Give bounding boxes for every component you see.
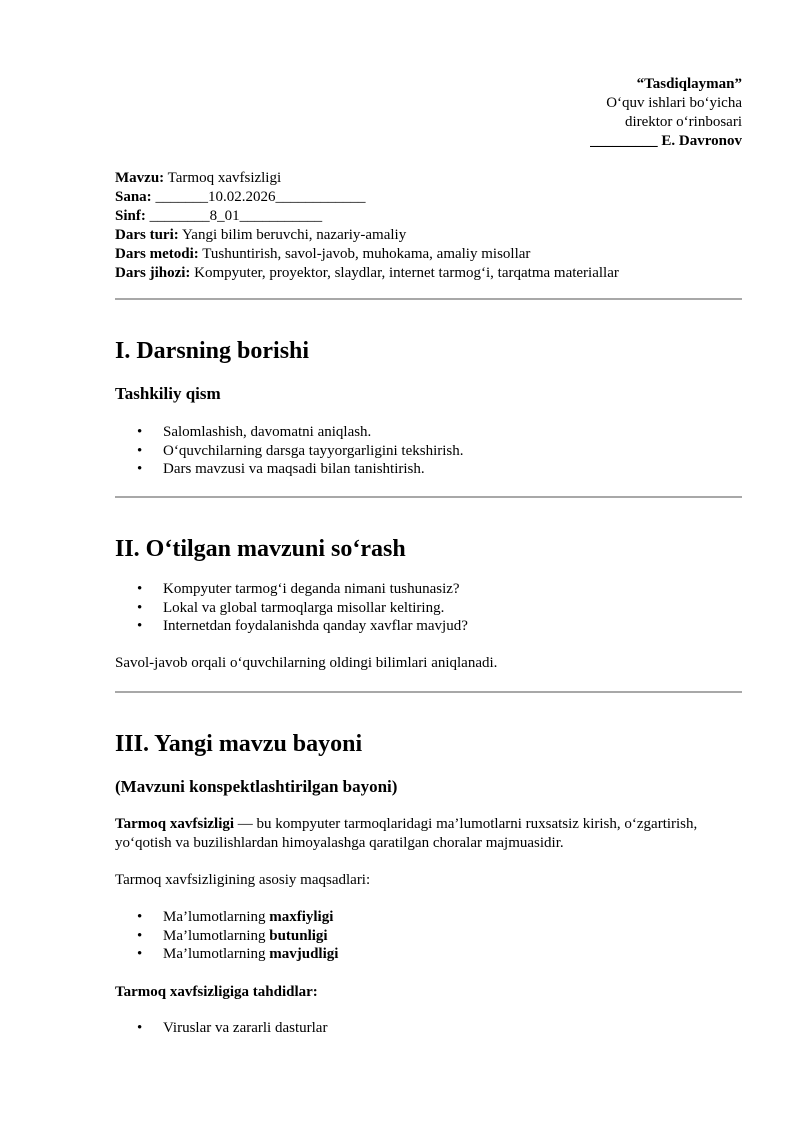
meta-class: [115, 207, 742, 226]
meta-type-value: Yangi bilim beruvchi, nazariy-amaliy: [181, 227, 407, 243]
approval-line-2: direktor o‘rinbosari: [624, 114, 742, 130]
list-item: • Dars mavzusi va maqsadi bilan tanishtirish.: [115, 460, 464, 479]
meta-topic-value: Tarmoq xavfsizligi: [167, 170, 282, 186]
goal-keyword: butunligi: [269, 927, 328, 944]
divider: [115, 496, 742, 498]
threats-list: [115, 1019, 327, 1038]
meta-date-label: Sana:: [115, 189, 152, 205]
section-3-heading: III. Yangi mavzu bayoni: [115, 731, 363, 757]
list-item: • Ma’lumotlarning butunligi: [115, 927, 338, 946]
meta-date-value: _______10.02.2026____________: [155, 189, 366, 205]
list-item: • O‘quvchilarning darsga tayyorgarligini tekshirish.: [115, 442, 464, 461]
list-item: • Ma’lumotlarning mavjudligi: [115, 945, 338, 964]
meta-equipment: [115, 264, 742, 283]
threats-heading: Tarmoq xavfsizligiga tahdidlar:: [115, 984, 318, 1000]
meta-equipment-label: Dars jihozi:: [115, 265, 191, 281]
section-1-list: [115, 423, 464, 479]
meta-method: [115, 245, 742, 264]
approval-block: [590, 75, 742, 151]
list-item: • Ma’lumotlarning maxfiyligi: [115, 908, 338, 927]
section-2-note: Savol-javob orqali o‘quvchilarning oldingi bilimlari aniqlanadi.: [115, 655, 498, 671]
goals-intro: Tarmoq xavfsizligining asosiy maqsadlari:: [115, 872, 371, 888]
approval-line-1: O‘quv ishlari bo‘yicha: [606, 95, 742, 111]
section-3-subheading: (Mavzuni konspektlashtirilgan bayoni): [115, 777, 398, 796]
definition-text: — bu kompyuter tarmoqlaridagi ma’lumotlarni ruxsatsiz kirish, o‘zgartirish, yo‘qotish va buzilishlardan himoyalashga qaratilgan choralar majmuasidir.: [115, 816, 698, 851]
meta-equipment-value: Kompyuter, proyektor, slaydlar, internet tarmog‘i, tarqatma materiallar: [194, 265, 619, 281]
meta-date: [115, 188, 742, 207]
section-1-heading: I. Darsning borishi: [115, 338, 310, 364]
list-item: • Kompyuter tarmog‘i deganda nimani tushunasiz?: [115, 580, 468, 599]
approval-title: “Tasdiqlayman”: [636, 76, 742, 92]
meta-method-value: Tushuntirish, savol-javob, muhokama, amaliy misollar: [202, 246, 531, 262]
meta-type: [115, 226, 742, 245]
meta-method-label: Dars metodi:: [115, 246, 199, 262]
list-item: • Viruslar va zararli dasturlar: [115, 1019, 327, 1038]
section-2-heading: II. O‘tilgan mavzuni so‘rash: [115, 536, 406, 562]
definition-term: Tarmoq xavfsizligi: [115, 816, 235, 832]
goal-keyword: maxfiyligi: [269, 909, 334, 925]
goals-list: [115, 908, 338, 964]
definition-paragraph: [115, 815, 742, 853]
divider: [115, 691, 742, 693]
approval-signature: _________ E. Davronov: [590, 133, 742, 149]
list-item: • Salomlashish, davomatni aniqlash.: [115, 423, 464, 442]
divider: [115, 298, 742, 300]
section-2-list: [115, 580, 468, 636]
lesson-meta: [115, 169, 742, 283]
list-item: • Internetdan foydalanishda qanday xavflar mavjud?: [115, 617, 468, 636]
list-item: • Lokal va global tarmoqlarga misollar keltiring.: [115, 599, 468, 618]
meta-class-value: ________8_01___________: [149, 208, 323, 224]
goal-keyword: mavjudligi: [269, 946, 339, 962]
meta-topic-label: Mavzu:: [115, 170, 165, 186]
section-1-subheading: Tashkiliy qism: [115, 384, 221, 403]
meta-type-label: Dars turi:: [115, 227, 179, 243]
meta-class-label: Sinf:: [115, 208, 146, 224]
meta-topic: [115, 169, 742, 188]
